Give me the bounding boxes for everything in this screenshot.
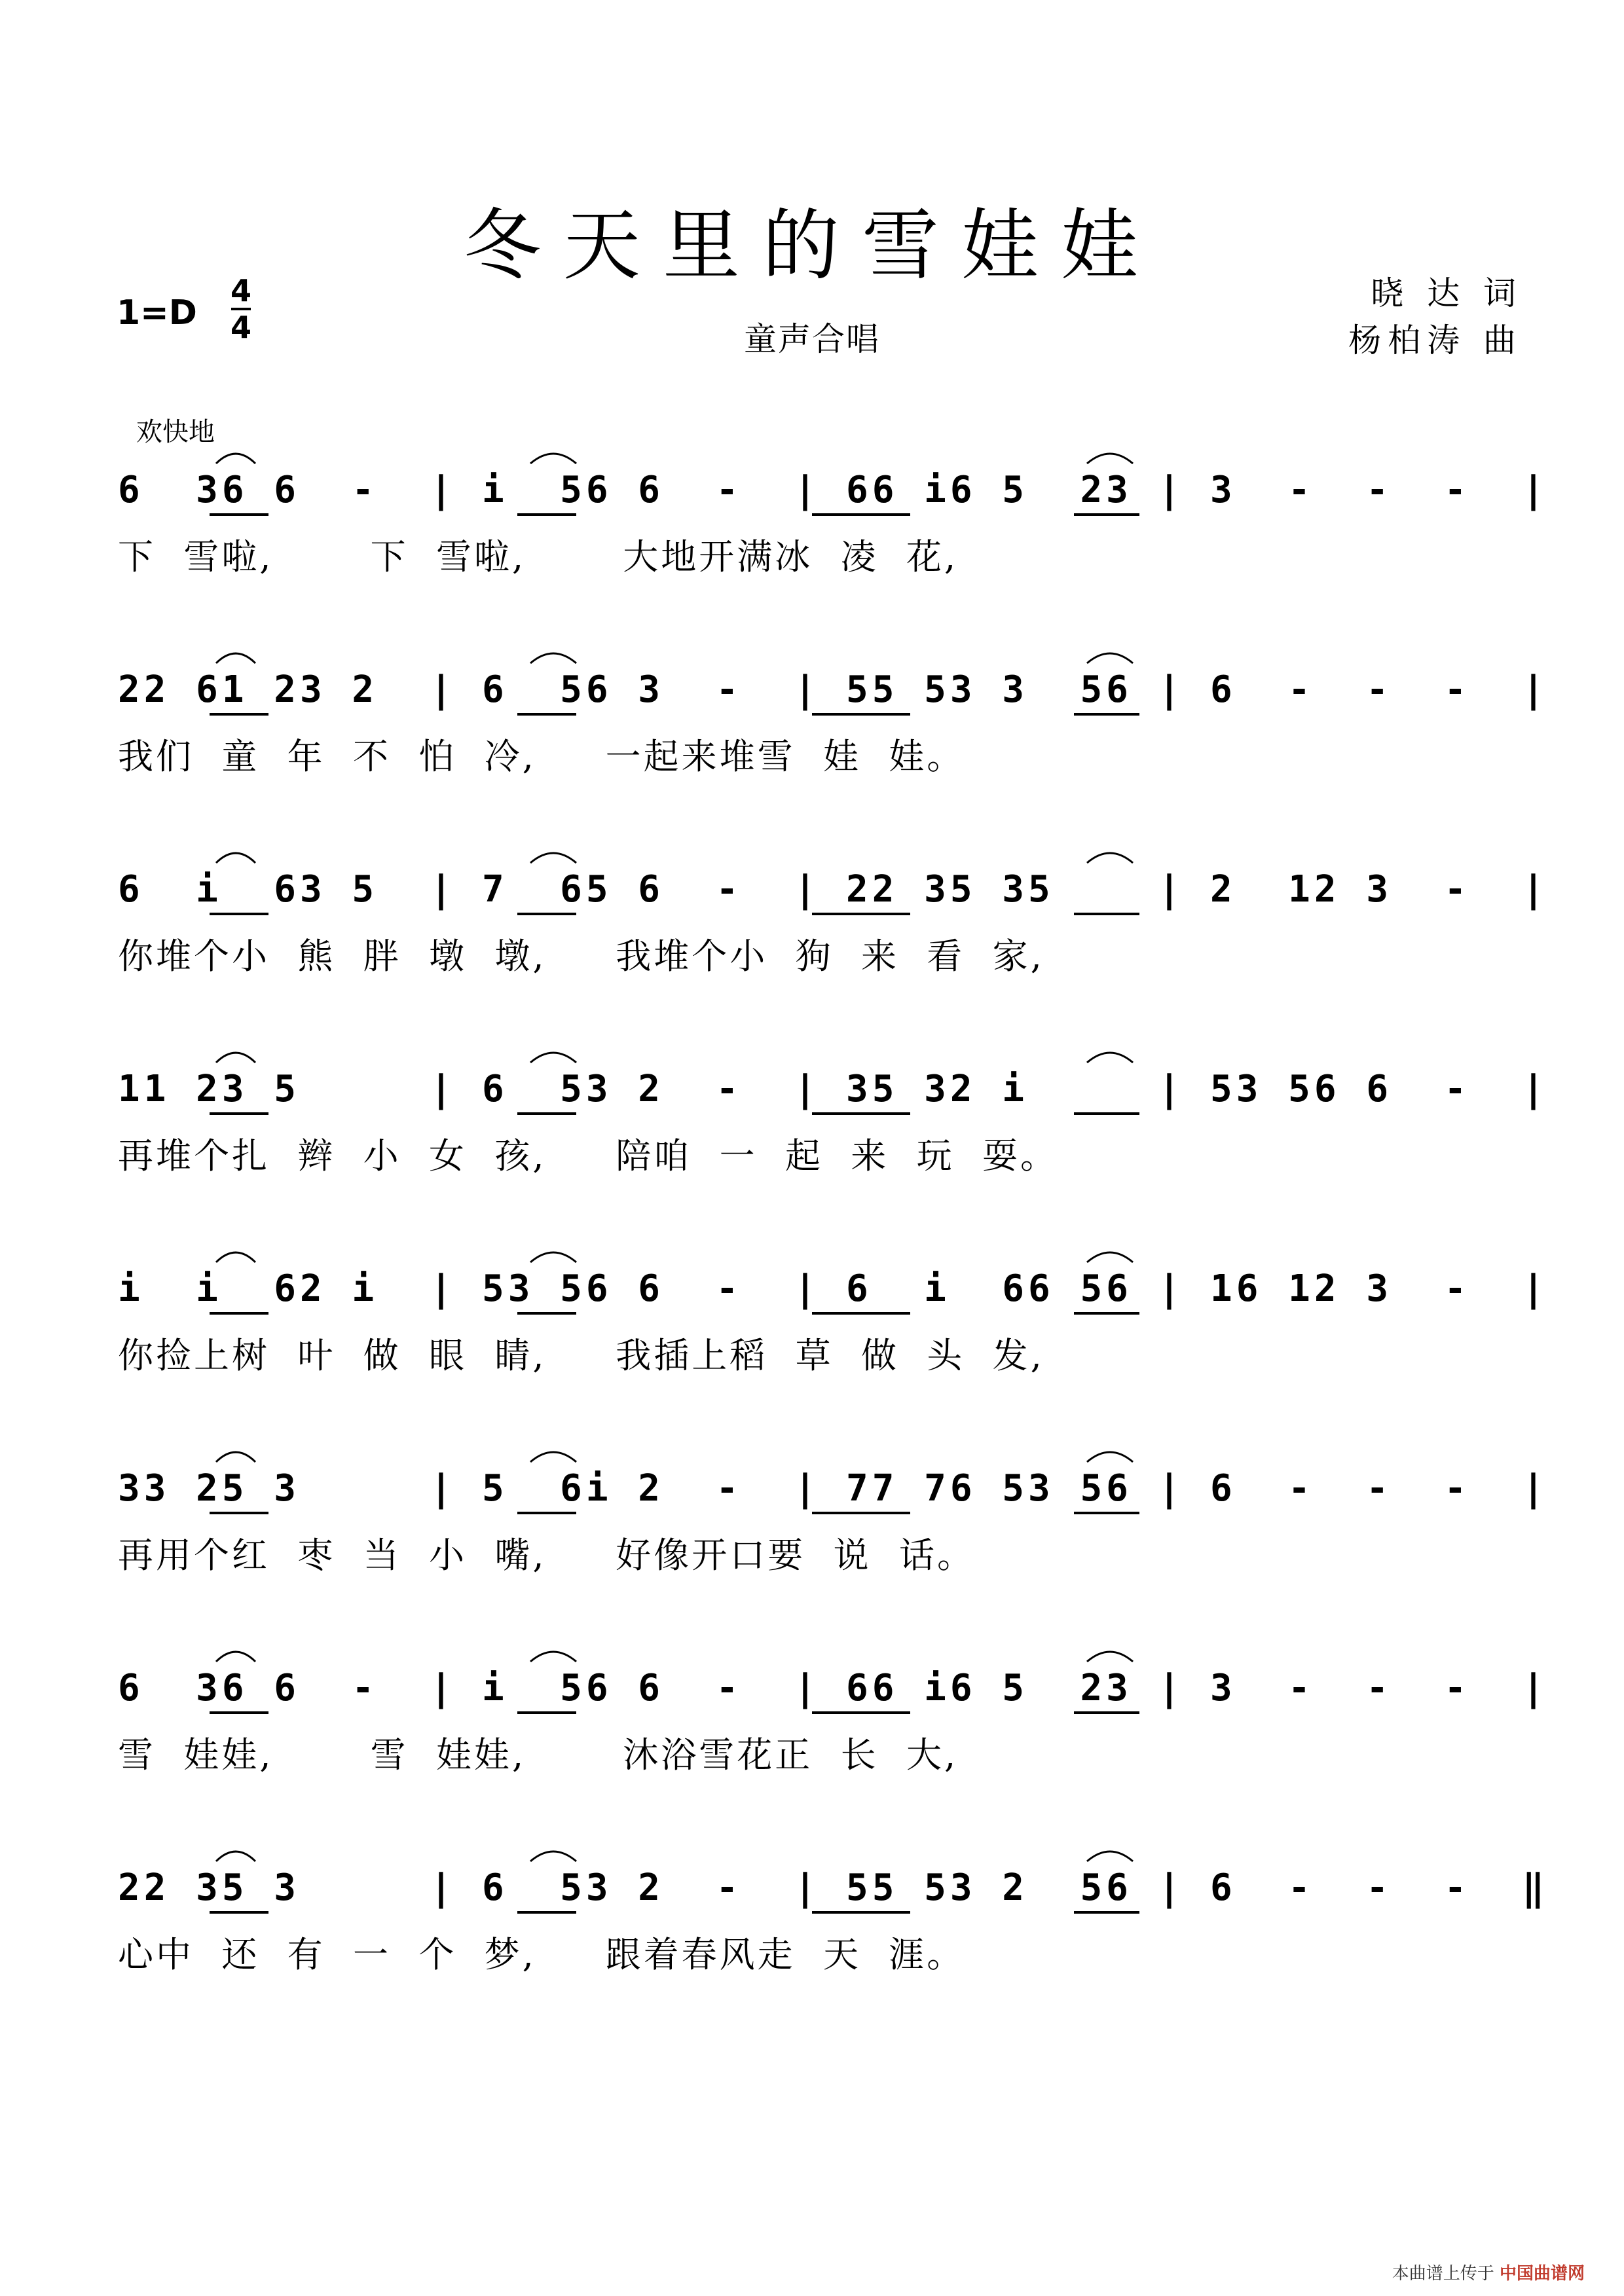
beam-and-slur-marks [118, 1850, 1526, 1915]
time-signature [231, 274, 251, 344]
score-system [0, 1051, 1624, 1221]
slur-mark [530, 1851, 576, 1861]
slur-mark [216, 853, 255, 863]
score-system [0, 452, 1624, 622]
jianpu-notes: 11 23 5 | 6 53 2 - | 35 32 i | 53 56 6 - | [118, 1068, 1549, 1110]
key-signature: 1=D [117, 293, 197, 333]
slur-mark [530, 454, 576, 464]
footer-text: 本曲谱上传于 [1392, 2264, 1494, 2284]
notation-line [118, 1650, 1549, 1715]
slur-mark [216, 1452, 255, 1462]
beam-and-slur-marks [118, 452, 1526, 517]
slur-mark [216, 1851, 255, 1861]
jianpu-notes: 33 25 3 | 5 6i 2 - | 77 76 53 56 | 6 - - - | [118, 1467, 1549, 1510]
composer-credit: 杨柏涛 曲 [1348, 321, 1522, 359]
slur-mark [216, 1252, 255, 1262]
notation-line [118, 1850, 1549, 1915]
jianpu-notes: 6 i 63 5 | 7 65 6 - | 22 35 35 | 2 12 3 - | [118, 868, 1549, 911]
performance-type: 童声合唱 [744, 320, 880, 358]
lyric-line: 我们 童 年 不 怕 冷, 一起来堆雪 娃 娃。 [118, 736, 965, 777]
score-system [0, 651, 1624, 822]
slur-mark [216, 653, 255, 663]
meter-bottom: 4 [231, 310, 252, 345]
notation-line [118, 452, 1549, 517]
beam-and-slur-marks [118, 1051, 1526, 1116]
notation-line [118, 1450, 1549, 1516]
jianpu-notes: 6 36 6 - | i 56 6 - | 66 i6 5 23 | 3 - - - | [118, 469, 1549, 511]
slur-mark [530, 653, 576, 663]
meter-top: 4 [231, 273, 252, 308]
site-brand: 中国曲谱网 [1499, 2264, 1585, 2284]
notation-line [118, 1250, 1549, 1316]
slur-mark [216, 1652, 255, 1662]
score-system [0, 1250, 1624, 1421]
slur-mark [1087, 853, 1133, 863]
footer-credit [1392, 2260, 1585, 2284]
slur-mark [1087, 1252, 1133, 1262]
slur-mark [530, 1652, 576, 1662]
jianpu-notes: 22 61 23 2 | 6 56 3 - | 55 53 3 56 | 6 - - - | [118, 668, 1549, 711]
slur-mark [530, 1053, 576, 1063]
slur-mark [1087, 1851, 1133, 1861]
lyric-line: 再用个红 枣 当 小 嘴, 好像开口要 说 话。 [118, 1535, 975, 1576]
lyric-line: 再堆个扎 辫 小 女 孩, 陪咱 一 起 来 玩 耍。 [118, 1135, 1058, 1176]
notation-line [118, 1051, 1549, 1116]
beam-and-slur-marks [118, 1450, 1526, 1516]
slur-mark [1087, 1452, 1133, 1462]
lyric-line: 下 雪啦, 下 雪啦, 大地开满冰 凌 花, [118, 536, 959, 577]
jianpu-notes: 22 35 3 | 6 53 2 - | 55 53 2 56 | 6 - - - ‖ [118, 1867, 1549, 1909]
song-title: 冬天里的雪娃娃 [463, 200, 1160, 291]
slur-mark [1087, 1652, 1133, 1662]
slur-mark [530, 1252, 576, 1262]
score-system [0, 1850, 1624, 2020]
lyric-line: 你堆个小 熊 胖 墩 墩, 我堆个小 狗 来 看 家, [118, 936, 1044, 977]
notation-line [118, 851, 1549, 917]
score-system [0, 1650, 1624, 1820]
lyric-line: 心中 还 有 一 个 梦, 跟着春风走 天 涯。 [118, 1934, 965, 1975]
slur-mark [216, 454, 255, 464]
beam-and-slur-marks [118, 651, 1526, 717]
beam-and-slur-marks [118, 1250, 1526, 1316]
score-system [0, 1450, 1624, 1620]
beam-and-slur-marks [118, 851, 1526, 917]
slur-mark [1087, 454, 1133, 464]
notation-line [118, 651, 1549, 717]
jianpu-notes: i i 62 i | 53 56 6 - | 6 i 66 56 | 16 12 3 - | [118, 1267, 1549, 1310]
lyric-line: 你捡上树 叶 做 眼 睛, 我插上稻 草 做 头 发, [118, 1335, 1044, 1376]
slur-mark [530, 1452, 576, 1462]
slur-mark [1087, 1053, 1133, 1063]
lyric-line: 雪 娃娃, 雪 娃娃, 沐浴雪花正 长 大, [118, 1734, 959, 1776]
beam-and-slur-marks [118, 1650, 1526, 1715]
slur-mark [1087, 653, 1133, 663]
slur-mark [216, 1053, 255, 1063]
score-system [0, 851, 1624, 1021]
jianpu-notes: 6 36 6 - | i 56 6 - | 66 i6 5 23 | 3 - - - | [118, 1667, 1549, 1709]
lyricist-credit: 晓 达 词 [1371, 274, 1522, 312]
tempo-marking: 欢快地 [136, 417, 215, 447]
slur-mark [530, 853, 576, 863]
